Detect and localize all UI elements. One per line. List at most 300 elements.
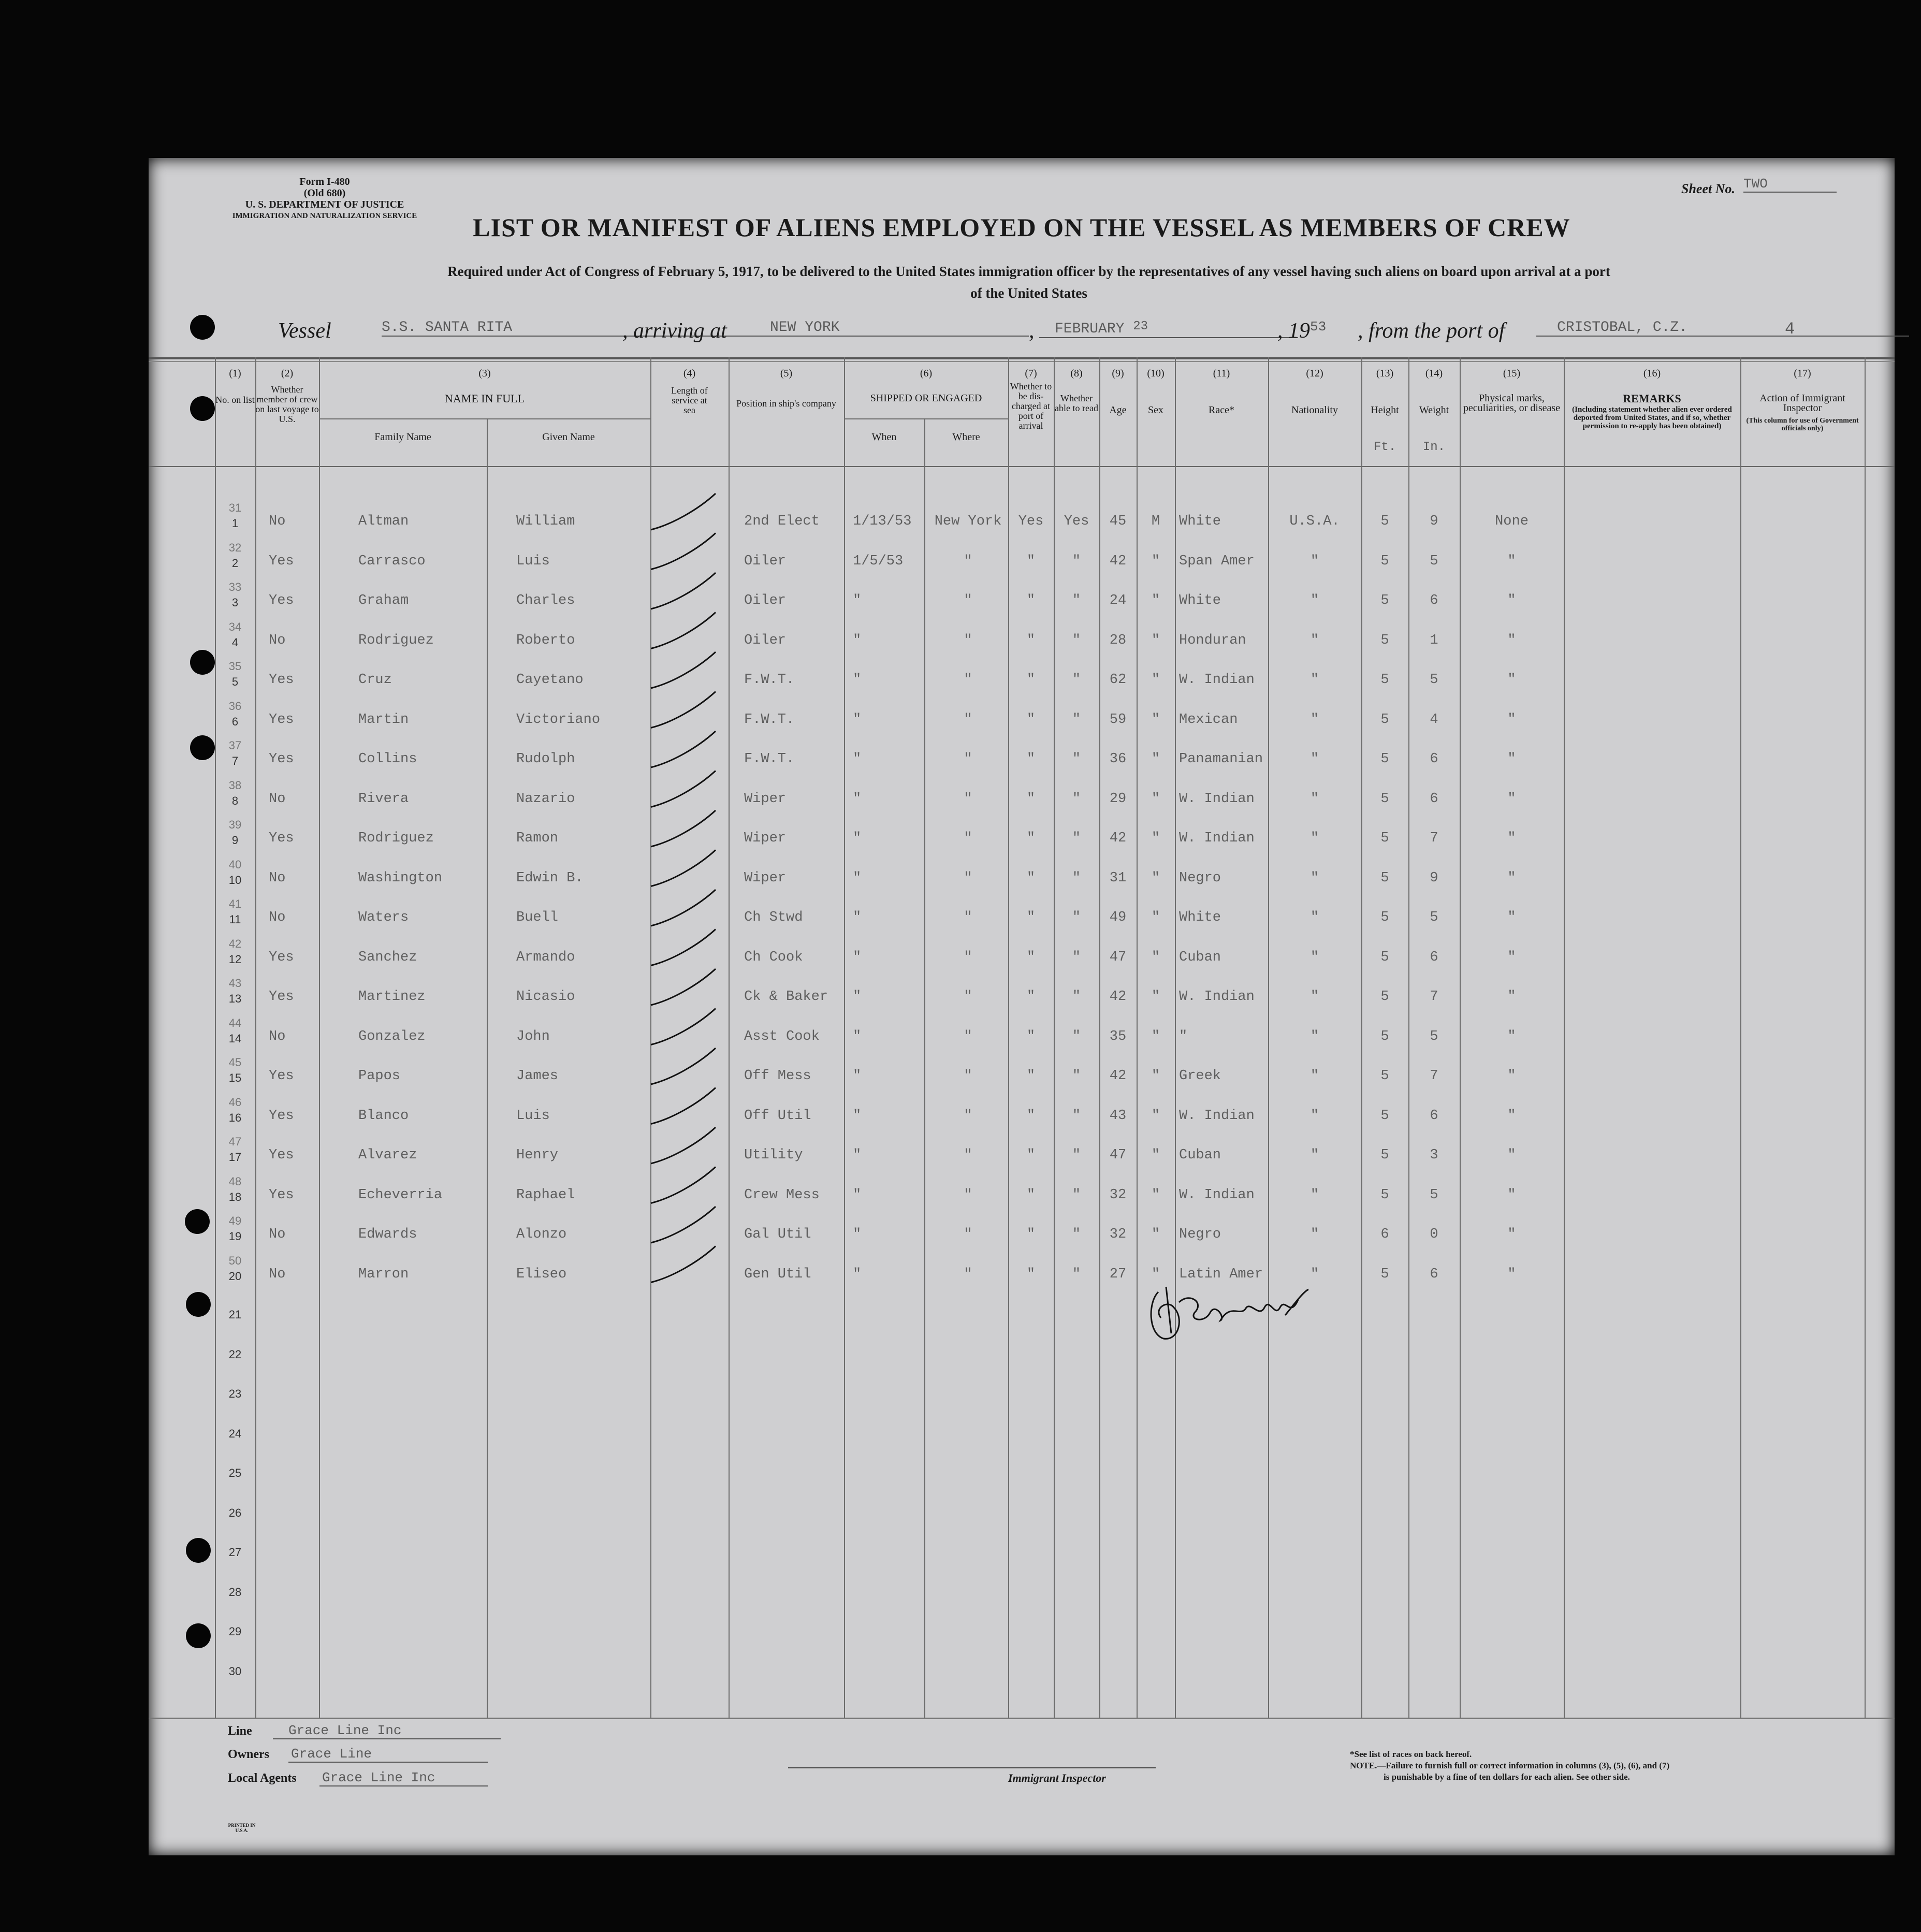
previous-list-number: 43	[228, 977, 242, 990]
nationality: "	[1310, 910, 1319, 925]
name-subheader-line	[319, 418, 650, 419]
discharged: "	[1026, 1227, 1036, 1242]
given-name: John	[516, 1028, 550, 1044]
shipped-when: "	[853, 831, 862, 846]
sex: M	[1151, 514, 1160, 529]
previous-list-number: 32	[228, 541, 242, 554]
weight-in: 6	[1430, 791, 1438, 807]
age: 43	[1109, 1108, 1127, 1124]
weight-in: 9	[1430, 514, 1438, 529]
race: White	[1179, 593, 1221, 608]
col-14-number: (14)	[1425, 368, 1443, 379]
table-top-border	[149, 357, 1895, 359]
nationality: U.S.A.	[1289, 514, 1340, 529]
able-to-read: "	[1072, 1068, 1081, 1084]
sex: "	[1151, 711, 1160, 728]
height-ft: 5	[1380, 593, 1389, 608]
height-ft: 5	[1380, 831, 1389, 846]
discharged: "	[1026, 553, 1036, 569]
position: Ch Cook	[744, 949, 803, 965]
sex: "	[1151, 1187, 1160, 1203]
arrival-year	[1277, 318, 1326, 343]
col-17-header: Action of Immigrant Inspector	[1759, 393, 1845, 414]
corner-number: 4	[1785, 319, 1795, 339]
shipped-where: "	[964, 989, 972, 1005]
comma-separator: ,	[1029, 319, 1035, 343]
height-ft: 5	[1380, 553, 1389, 569]
position: Wiper	[744, 831, 787, 846]
age: 42	[1109, 1068, 1127, 1084]
race: W. Indian	[1179, 791, 1255, 807]
shipped-where: "	[964, 593, 972, 608]
col-11-header: Race*	[1209, 404, 1234, 416]
discharged: "	[1026, 1068, 1036, 1084]
shipped-when: "	[853, 1266, 862, 1282]
nationality: "	[1310, 1147, 1319, 1163]
shipped-when: "	[853, 751, 862, 767]
family-name: Marron	[358, 1266, 409, 1282]
shipped-subheader-line	[844, 418, 1008, 419]
col-divider	[1740, 357, 1741, 1718]
position: Wiper	[744, 870, 787, 886]
col-1-header: No. on list	[215, 395, 255, 405]
age: 31	[1109, 870, 1127, 886]
sex: "	[1151, 1068, 1160, 1084]
col-13-unit: Ft.	[1373, 440, 1396, 454]
physical-marks: "	[1507, 1068, 1516, 1084]
previous-list-number: 35	[228, 660, 242, 673]
local-agents-value: Grace Line Inc	[319, 1770, 488, 1786]
given-name: Roberto	[516, 632, 575, 648]
family-name: Blanco	[358, 1108, 409, 1124]
sex: "	[1151, 831, 1160, 846]
list-number: 15	[228, 1071, 242, 1084]
height-ft: 5	[1380, 989, 1389, 1005]
family-name: Alvarez	[358, 1147, 417, 1163]
signature	[1143, 1271, 1329, 1354]
physical-marks: "	[1507, 553, 1516, 569]
age: 35	[1109, 1028, 1127, 1044]
col-7-number: (7)	[1025, 368, 1037, 379]
height-ft: 5	[1380, 1266, 1389, 1282]
able-to-read: "	[1072, 870, 1081, 886]
shipped-where: "	[964, 711, 972, 728]
col-16-header: REMARKS	[1623, 392, 1681, 405]
list-number: 11	[229, 913, 241, 926]
col-divider	[1865, 357, 1866, 1718]
weight-in: 0	[1430, 1227, 1438, 1242]
position: Oiler	[744, 593, 787, 608]
shipped-where: "	[964, 870, 972, 886]
shipped-where: "	[964, 910, 972, 925]
member-last-voyage: Yes	[269, 989, 294, 1005]
arriving-label: , arriving at	[622, 319, 727, 343]
discharged: "	[1026, 672, 1036, 688]
sex: "	[1151, 1028, 1160, 1044]
discharged: "	[1026, 791, 1036, 807]
nationality: "	[1310, 949, 1319, 965]
col-12-header: Nationality	[1291, 404, 1338, 416]
previous-list-number: 39	[228, 818, 242, 831]
able-to-read: "	[1072, 751, 1081, 767]
shipped-when: "	[853, 1187, 862, 1203]
col-6a-header: When	[871, 431, 897, 443]
given-name: James	[516, 1068, 559, 1084]
family-name: Carrasco	[358, 553, 426, 569]
list-number: 13	[228, 992, 242, 1005]
shipped-where: "	[964, 831, 972, 846]
shipped-when: "	[853, 1108, 862, 1124]
position: Wiper	[744, 791, 787, 807]
weight-in: 7	[1430, 1068, 1438, 1084]
able-to-read: "	[1072, 553, 1081, 569]
height-ft: 6	[1380, 1227, 1389, 1242]
previous-list-number: 38	[228, 778, 242, 792]
height-ft: 5	[1380, 711, 1389, 728]
weight-in: 1	[1430, 632, 1438, 648]
col-4-number: (4)	[683, 368, 696, 379]
physical-marks: "	[1507, 831, 1516, 846]
col-divider	[1564, 357, 1565, 1718]
table-top-border-inner	[149, 361, 1895, 362]
race: White	[1179, 910, 1221, 925]
col-15-header: Physical marks, peculiarities, or disease	[1463, 393, 1561, 414]
previous-list-number: 48	[228, 1174, 242, 1188]
form-old-number: (Old 680)	[303, 187, 346, 199]
able-to-read: "	[1072, 1028, 1081, 1044]
list-number: 9	[231, 834, 239, 847]
member-last-voyage: Yes	[269, 751, 294, 767]
member-last-voyage: No	[269, 870, 286, 886]
empty-list-number: 26	[228, 1506, 242, 1519]
able-to-read: "	[1072, 1147, 1081, 1163]
given-name: Luis	[516, 1108, 550, 1124]
previous-list-number: 37	[228, 739, 242, 752]
footnote-races: *See list of races on back hereof.	[1350, 1749, 1472, 1759]
family-name: Martinez	[358, 989, 426, 1005]
position: Gen Util	[744, 1266, 811, 1282]
col-3b-header: Given Name	[542, 431, 595, 443]
sex: "	[1151, 791, 1160, 807]
age: 45	[1109, 514, 1127, 529]
position: Off Mess	[744, 1068, 811, 1084]
weight-in: 6	[1430, 751, 1438, 767]
sex: "	[1151, 632, 1160, 648]
previous-list-number: 33	[228, 580, 242, 593]
departure-port: CRISTOBAL, C.Z.	[1536, 319, 1909, 337]
col-17-subheader: (This column for use of Government officials only)	[1746, 417, 1859, 432]
given-name: Nicasio	[516, 989, 575, 1005]
from-port-label: , from the port of	[1358, 319, 1505, 343]
nationality: "	[1310, 791, 1319, 807]
empty-list-number: 22	[228, 1347, 242, 1361]
shipped-when: "	[853, 949, 862, 965]
nationality: "	[1310, 1028, 1319, 1044]
shipped-when: "	[853, 593, 862, 608]
position: Oiler	[744, 632, 787, 648]
owners-value: Grace Line	[288, 1746, 488, 1763]
physical-marks: "	[1507, 1227, 1516, 1242]
previous-list-number: 42	[228, 937, 242, 950]
col-5-header: Position in ship's company	[736, 398, 836, 409]
age: 59	[1109, 711, 1127, 728]
col-14-header: Weight	[1419, 404, 1449, 416]
position: Ck & Baker	[744, 989, 828, 1005]
shipped-where: "	[964, 632, 972, 648]
height-ft: 5	[1380, 1028, 1389, 1044]
physical-marks: "	[1507, 672, 1516, 688]
col-9-number: (9)	[1112, 368, 1124, 379]
nationality: "	[1310, 831, 1319, 846]
member-last-voyage: Yes	[269, 711, 294, 728]
position: Gal Util	[744, 1227, 811, 1242]
race: Span Amer	[1179, 553, 1255, 569]
list-number: 17	[228, 1151, 242, 1164]
nationality: "	[1310, 870, 1319, 886]
given-name: Alonzo	[516, 1227, 567, 1242]
subtitle-line-2: of the United States	[970, 285, 1087, 301]
previous-list-number: 31	[228, 501, 242, 514]
height-ft: 5	[1380, 949, 1389, 965]
col-divider	[844, 357, 845, 1718]
height-ft: 5	[1380, 1147, 1389, 1163]
given-name: Charles	[516, 593, 575, 608]
physical-marks: "	[1507, 1147, 1516, 1163]
col-4-header: Length of service at sea	[671, 385, 708, 415]
age: 47	[1109, 949, 1127, 965]
discharged: "	[1026, 1028, 1036, 1044]
height-ft: 5	[1380, 791, 1389, 807]
height-ft: 5	[1380, 514, 1389, 529]
shipped-when: "	[853, 711, 862, 728]
member-last-voyage: Yes	[269, 949, 294, 965]
shipped-where: "	[964, 672, 972, 688]
nationality: "	[1310, 1187, 1319, 1203]
shipped-when: "	[853, 989, 862, 1005]
shipped-where: "	[964, 751, 972, 767]
position: F.W.T.	[744, 751, 795, 767]
punch-hole	[190, 396, 215, 421]
family-name: Gonzalez	[358, 1028, 426, 1044]
col-3-number: (3)	[478, 368, 491, 379]
nationality: "	[1310, 553, 1319, 569]
sex: "	[1151, 1227, 1160, 1242]
col-15-number: (15)	[1503, 368, 1521, 379]
col-divider	[255, 357, 256, 1718]
list-number: 14	[228, 1032, 242, 1045]
discharged: "	[1026, 1187, 1036, 1203]
col-divider	[215, 357, 216, 1718]
given-name: Victoriano	[516, 711, 601, 728]
race: Mexican	[1179, 711, 1238, 728]
inspector-signature-line	[788, 1767, 1156, 1768]
physical-marks: "	[1507, 949, 1516, 965]
member-last-voyage: No	[269, 791, 286, 807]
printed-mark: PRINTED IN U.S.A.	[228, 1823, 256, 1833]
discharged: "	[1026, 1266, 1036, 1282]
member-last-voyage: Yes	[269, 672, 294, 688]
age: 32	[1109, 1227, 1127, 1242]
family-name: Edwards	[358, 1227, 417, 1242]
form-number: Form I-480	[299, 176, 350, 187]
sex: "	[1151, 672, 1160, 688]
shipped-where: "	[964, 1266, 972, 1282]
discharged: "	[1026, 1147, 1036, 1163]
empty-list-number: 29	[228, 1625, 242, 1638]
discharged: Yes	[1018, 514, 1044, 529]
footnote	[1350, 1749, 1868, 1783]
able-to-read: "	[1072, 632, 1081, 648]
shipped-where: "	[964, 553, 972, 569]
family-name: Graham	[358, 593, 409, 608]
age: 24	[1109, 593, 1127, 608]
sex: "	[1151, 1147, 1160, 1163]
position: Crew Mess	[744, 1187, 820, 1203]
race: "	[1179, 1028, 1188, 1044]
nationality: "	[1310, 1266, 1319, 1282]
member-last-voyage: Yes	[269, 593, 294, 608]
member-last-voyage: Yes	[269, 831, 294, 846]
col-6-header: SHIPPED OR ENGAGED	[870, 393, 982, 404]
discharged: "	[1026, 831, 1036, 846]
shipped-when: "	[853, 1227, 862, 1242]
footnote-penalty-1: NOTE.—Failure to furnish full or correct information in columns (3), (5), (6), and (7)	[1350, 1761, 1670, 1770]
year-suffix: 53	[1310, 319, 1327, 335]
nationality: "	[1310, 632, 1319, 648]
col-13-number: (13)	[1376, 368, 1394, 379]
age: 32	[1109, 1187, 1127, 1203]
sex: "	[1151, 1108, 1160, 1124]
weight-in: 9	[1430, 870, 1438, 886]
shipped-where: New York	[934, 514, 1002, 529]
position: F.W.T.	[744, 711, 795, 728]
physical-marks: "	[1507, 910, 1516, 925]
punch-hole	[186, 1292, 211, 1317]
sex: "	[1151, 989, 1160, 1005]
line-label: Line	[228, 1724, 252, 1738]
race: Greek	[1179, 1068, 1221, 1084]
discharged: "	[1026, 632, 1036, 648]
family-name: Papos	[358, 1068, 401, 1084]
sex: "	[1151, 751, 1160, 767]
member-last-voyage: No	[269, 632, 286, 648]
sex: "	[1151, 593, 1160, 608]
able-to-read: "	[1072, 831, 1081, 846]
given-name: Armando	[516, 949, 575, 965]
height-ft: 5	[1380, 1068, 1389, 1084]
line-value: Grace Line Inc	[273, 1723, 501, 1739]
empty-list-number: 28	[228, 1585, 242, 1599]
race: W. Indian	[1179, 989, 1255, 1005]
col-2-number: (2)	[281, 368, 294, 379]
sex: "	[1151, 553, 1160, 569]
shipped-when: 1/13/53	[853, 514, 912, 529]
shipped-when: "	[853, 1068, 862, 1084]
previous-list-number: 47	[228, 1135, 242, 1148]
col-16-subheader: (Including statement whether alien ever ordered deported from United States, and if so, whether permission to re-apply has been obtained)	[1572, 405, 1732, 430]
family-name: Martin	[358, 711, 409, 728]
able-to-read: "	[1072, 989, 1081, 1005]
list-number: 10	[228, 873, 242, 887]
weight-in: 3	[1430, 1147, 1438, 1163]
able-to-read: "	[1072, 1108, 1081, 1124]
col-10-header: Sex	[1148, 404, 1163, 416]
previous-list-number: 36	[228, 699, 242, 713]
empty-list-number: 30	[228, 1664, 242, 1678]
col-12-number: (12)	[1306, 368, 1323, 379]
race: White	[1179, 514, 1221, 529]
member-last-voyage: Yes	[269, 1187, 294, 1203]
given-name: Henry	[516, 1147, 559, 1163]
col-10-number: (10)	[1147, 368, 1165, 379]
given-name: William	[516, 514, 575, 529]
weight-in: 5	[1430, 672, 1438, 688]
position: Asst Cook	[744, 1028, 820, 1044]
nationality: "	[1310, 989, 1319, 1005]
position: Oiler	[744, 553, 787, 569]
weight-in: 7	[1430, 989, 1438, 1005]
discharged: "	[1026, 910, 1036, 925]
position: Utility	[744, 1147, 803, 1163]
weight-in: 6	[1430, 1266, 1438, 1282]
given-name: Nazario	[516, 791, 575, 807]
shipped-when: "	[853, 910, 862, 925]
sex: "	[1151, 870, 1160, 886]
list-number: 16	[228, 1111, 242, 1124]
list-number: 1	[231, 517, 239, 530]
col-3a-header: Family Name	[374, 431, 431, 443]
sex: "	[1151, 910, 1160, 925]
physical-marks: "	[1507, 1266, 1516, 1282]
physical-marks: "	[1507, 1028, 1516, 1044]
empty-list-number: 24	[228, 1427, 242, 1440]
able-to-read: "	[1072, 711, 1081, 728]
sheet-number-value: TWO	[1743, 176, 1837, 193]
able-to-read: "	[1072, 1227, 1081, 1242]
col-11-number: (11)	[1213, 368, 1230, 379]
empty-list-number: 25	[228, 1466, 242, 1479]
race: Negro	[1179, 870, 1221, 886]
shipped-where: "	[964, 1068, 972, 1084]
previous-list-number: 50	[228, 1254, 242, 1267]
member-last-voyage: No	[269, 1266, 286, 1282]
age: 36	[1109, 751, 1127, 767]
shipped-where: "	[964, 949, 972, 965]
race: Negro	[1179, 1227, 1221, 1242]
col-1-number: (1)	[229, 368, 241, 379]
shipped-when: "	[853, 632, 862, 648]
age: 49	[1109, 910, 1127, 925]
punch-hole	[190, 735, 215, 760]
given-name: Edwin B.	[516, 870, 584, 886]
age: 42	[1109, 831, 1127, 846]
age: 42	[1109, 553, 1127, 569]
member-last-voyage: Yes	[269, 1147, 294, 1163]
member-last-voyage: No	[269, 1227, 286, 1242]
discharged: "	[1026, 989, 1036, 1005]
previous-list-number: 44	[228, 1016, 242, 1029]
list-number: 2	[231, 556, 239, 570]
nationality: "	[1310, 711, 1319, 728]
discharged: "	[1026, 1108, 1036, 1124]
nationality: "	[1310, 1227, 1319, 1242]
shipped-where: "	[964, 1147, 972, 1163]
member-last-voyage: No	[269, 1028, 286, 1044]
member-last-voyage: No	[269, 514, 286, 529]
member-last-voyage: Yes	[269, 553, 294, 569]
family-name: Rodriguez	[358, 831, 434, 846]
col-6b-header: Where	[952, 431, 980, 443]
